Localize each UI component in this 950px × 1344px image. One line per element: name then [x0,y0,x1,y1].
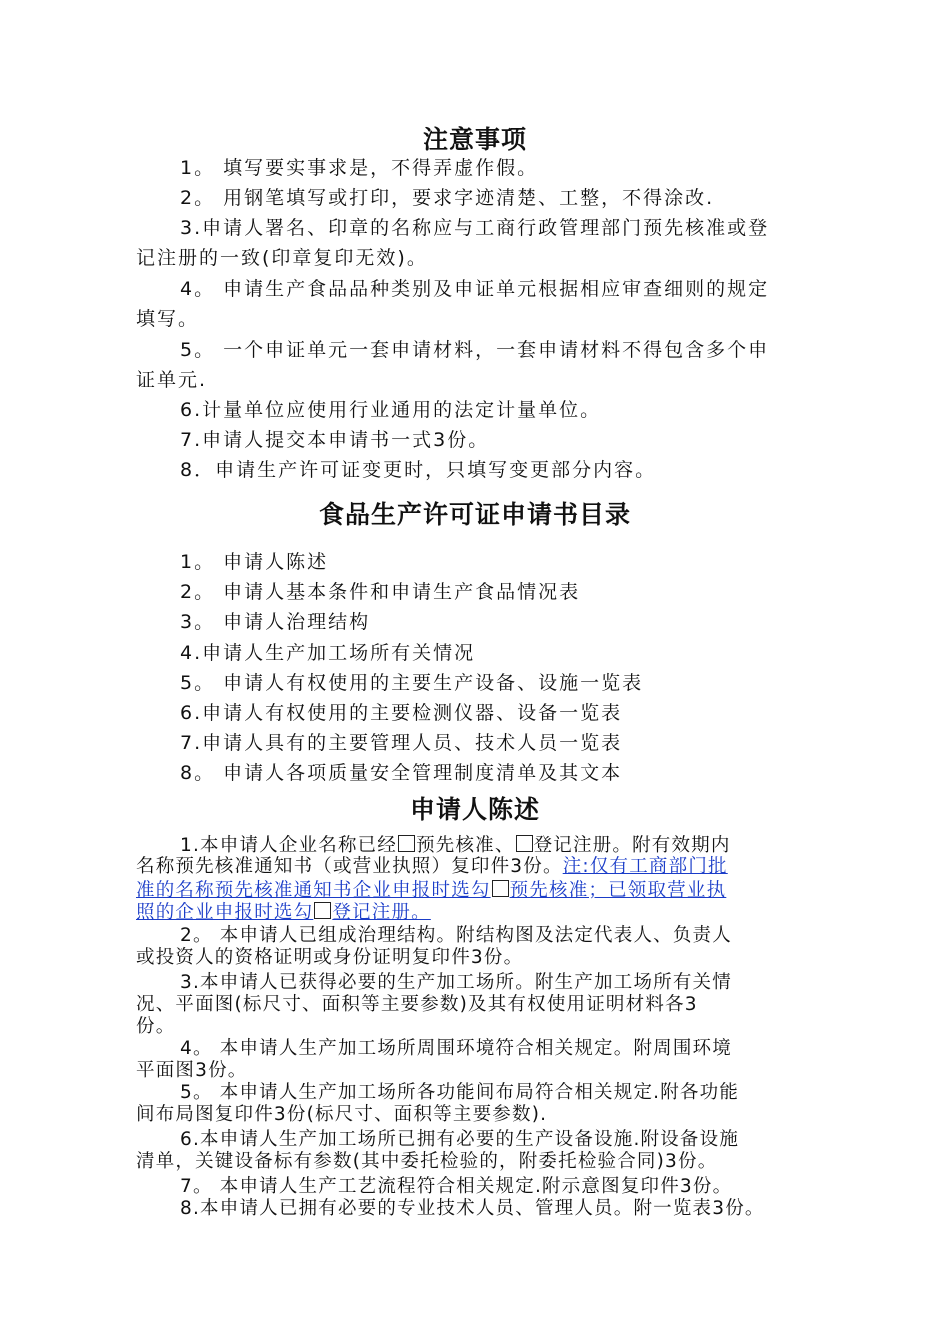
note-line [136,880,726,901]
statement-line: 况、平面图(标尺寸、面积等主要参数)及其有权使用证明材料各3 [136,994,698,1015]
toc-item: 7.申请人具有的主要管理人员、技术人员一览表 [180,732,623,754]
statement-line: 6.本申请人生产加工场所已拥有必要的生产设备设施.附设备设施 [180,1129,740,1150]
statement-line [136,857,728,877]
statement-line: 5。 本申请人生产加工场所各功能间布局符合相关规定.附各功能 [180,1082,740,1103]
notice-item: 5。 一个申证单元一套申请材料，一套申请材料不得包含多个申 [180,339,770,361]
toc-item: 6.申请人有权使用的主要检测仪器、设备一览表 [180,702,623,724]
statement-text: 预先核准、 [416,835,515,856]
notice-item: 7.申请人提交本申请书一式3份。 [180,429,490,451]
note-line [136,902,431,923]
note-text: 注:仅有工商部门批 [562,856,728,877]
statement-text: 1.本申请人企业名称已经 [180,835,398,856]
note-text: 照的企业申报时选勾 [136,902,314,923]
statement-title: 申请人陈述 [409,795,540,824]
toc-item: 8。 申请人各项质量安全管理制度清单及其文本 [180,762,623,784]
toc-item: 3。 申请人治理结构 [180,611,371,633]
notice-item: 证单元. [136,369,208,391]
statement-line: 3.本申请人已获得必要的生产加工场所。附生产加工场所有关情 [180,972,732,993]
notice-title: 注意事项 [422,125,527,154]
note-text: 预先核准；已领取营业执 [509,880,727,901]
notice-item: 2。 用钢笔填写或打印，要求字迹清楚、工整，不得涂改. [180,187,715,209]
statement-line: 间布局图复印件3份(标尺寸、面积等主要参数). [136,1104,548,1125]
statement-line: 份。 [136,1016,176,1037]
statement-line: 2。 本申请人已组成治理结构。附结构图及法定代表人、负责人 [180,925,732,946]
notice-item: 1。 填写要实事求是，不得弄虚作假。 [180,157,539,179]
statement-line: 平面图3份。 [136,1060,248,1081]
toc-item: 5。 申请人有权使用的主要生产设备、设施一览表 [180,672,644,694]
notice-item: 3.申请人署名、印章的名称应与工商行政管理部门预先核准或登 [180,217,770,239]
statement-text: 名称预先核准通知书（或营业执照）复印件3份。 [136,856,563,877]
statement-line: 8.本申请人已拥有必要的专业技术人员、管理人员。附一览表3份。 [180,1198,765,1219]
toc-title: 食品生产许可证申请书目录 [318,500,631,529]
statement-line: 清单，关键设备标有参数(其中委托检验的，附委托检验合同)3份。 [136,1151,718,1172]
toc-item: 1。 申请人陈述 [180,551,329,573]
toc-item: 4.申请人生产加工场所有关情况 [180,642,476,664]
notice-item: 6.计量单位应使用行业通用的法定计量单位。 [180,399,602,421]
statement-line: 或投资人的资格证明或身份证明复印件3份。 [136,947,524,968]
checkbox-pre-approved[interactable] [398,835,415,852]
toc-item: 2。 申请人基本条件和申请生产食品情况表 [180,581,581,603]
statement-text: 登记注册。附有效期内 [533,835,731,856]
notice-item: 填写。 [136,308,200,330]
statement-line: 4。 本申请人生产加工场所周围环境符合相关规定。附周围环境 [180,1038,732,1059]
checkbox-icon [314,902,331,919]
checkbox-icon [492,880,509,897]
note-text: 准的名称预先核准通知书企业申报时选勾 [136,880,491,901]
note-text: 登记注册。 [332,902,431,923]
checkbox-registered[interactable] [516,835,533,852]
notice-item: 记注册的一致(印章复印无效)。 [136,247,428,269]
statement-line: 7。 本申请人生产工艺流程符合相关规定.附示意图复印件3份。 [180,1176,733,1197]
notice-item: 8．申请生产许可证变更时，只填写变更部分内容。 [180,459,657,481]
notice-item: 4。 申请生产食品品种类别及申证单元根据相应审查细则的规定 [180,278,770,300]
statement-line [180,835,731,856]
